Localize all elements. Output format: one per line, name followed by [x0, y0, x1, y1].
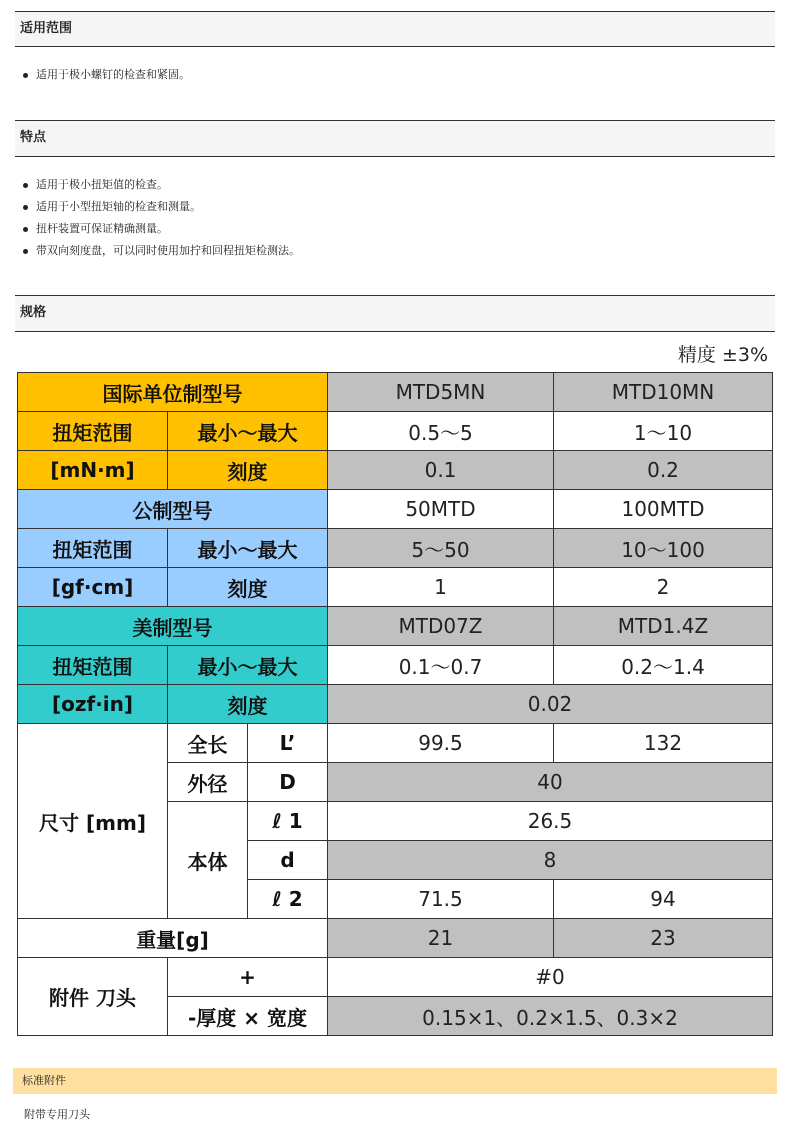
accessory-minus: -厚度 × 宽度 — [168, 997, 328, 1036]
si-grad-2: 0.2 — [554, 451, 773, 490]
list-item: 适用于小型扭矩轴的检查和测量。 — [20, 196, 300, 218]
list-item: 适用于极小螺钉的检查和紧固。 — [20, 64, 190, 86]
scope-list — [20, 64, 190, 86]
section-header-specs — [15, 295, 775, 332]
metric-model-2: 100MTD — [554, 490, 773, 529]
table-row — [18, 529, 773, 568]
dims-outer-dia-sym: D — [248, 763, 328, 802]
si-torque-range: 扭矩范围 — [18, 412, 168, 451]
features-list — [20, 174, 300, 262]
si-range-1: 0.5～5 — [328, 412, 554, 451]
table-row — [18, 958, 773, 997]
dims-d-value: 8 — [328, 841, 773, 880]
dims-l2-2: 94 — [554, 880, 773, 919]
dims-l2-sym: ℓ 2 — [248, 880, 328, 919]
dims-l2-1: 71.5 — [328, 880, 554, 919]
us-graduation: 刻度 — [168, 685, 328, 724]
list-item: 适用于极小扭矩值的检查。 — [20, 174, 300, 196]
section-header-standard — [13, 1068, 777, 1094]
dims-l1-value: 26.5 — [328, 802, 773, 841]
weight-2: 23 — [554, 919, 773, 958]
si-range-2: 1～10 — [554, 412, 773, 451]
accessory-plus-value: #0 — [328, 958, 773, 997]
metric-model-1: 50MTD — [328, 490, 554, 529]
table-row — [18, 568, 773, 607]
weight-1: 21 — [328, 919, 554, 958]
accessory-label: 附件 刀头 — [18, 958, 168, 1036]
si-model-1: MTD5MN — [328, 373, 554, 412]
table-row — [18, 490, 773, 529]
section-header-features — [15, 120, 775, 157]
section-title: 特点 — [20, 130, 47, 145]
table-row — [18, 919, 773, 958]
dims-D-value: 40 — [328, 763, 773, 802]
si-grad-1: 0.1 — [328, 451, 554, 490]
dims-d-sym: d — [248, 841, 328, 880]
list-item: 带双向刻度盘，可以同时使用加拧和回程扭矩检测法。 — [20, 240, 300, 262]
us-unit: [ozf·in] — [18, 685, 168, 724]
si-graduation: 刻度 — [168, 451, 328, 490]
us-model-2: MTD1.4Z — [554, 607, 773, 646]
table-row — [18, 646, 773, 685]
table-row — [18, 724, 773, 763]
dims-L-2: 132 — [554, 724, 773, 763]
list-item: 扭杆装置可保证精确测量。 — [20, 218, 300, 240]
us-label: 美制型号 — [18, 607, 328, 646]
metric-unit: [gf·cm] — [18, 568, 168, 607]
metric-grad-2: 2 — [554, 568, 773, 607]
us-model-1: MTD07Z — [328, 607, 554, 646]
metric-graduation: 刻度 — [168, 568, 328, 607]
metric-torque-range: 扭矩范围 — [18, 529, 168, 568]
metric-label: 公制型号 — [18, 490, 328, 529]
dims-label: 尺寸 [mm] — [18, 724, 168, 919]
si-unit: [mN·m] — [18, 451, 168, 490]
metric-range-2: 10～100 — [554, 529, 773, 568]
dims-l1-sym: ℓ 1 — [248, 802, 328, 841]
section-title: 标准附件 — [22, 1074, 66, 1087]
section-title: 适用范围 — [20, 21, 73, 36]
metric-min-max: 最小～最大 — [168, 529, 328, 568]
spec-table — [17, 372, 773, 1036]
section-header-scope — [15, 11, 775, 47]
si-min-max: 最小～最大 — [168, 412, 328, 451]
table-row — [18, 451, 773, 490]
table-row — [18, 412, 773, 451]
us-range-2: 0.2～1.4 — [554, 646, 773, 685]
section-title: 规格 — [20, 305, 47, 320]
standard-accessory-text: 附带专用刀头 — [24, 1108, 90, 1121]
us-range-1: 0.1～0.7 — [328, 646, 554, 685]
dims-total-length-sym: L’ — [248, 724, 328, 763]
table-row — [18, 607, 773, 646]
table-row — [18, 373, 773, 412]
accuracy-note: 精度 ±3% — [677, 344, 768, 366]
us-torque-range: 扭矩范围 — [18, 646, 168, 685]
dims-body: 本体 — [168, 802, 248, 919]
metric-grad-1: 1 — [328, 568, 554, 607]
dims-outer-dia: 外径 — [168, 763, 248, 802]
accessory-plus: + — [168, 958, 328, 997]
dims-L-1: 99.5 — [328, 724, 554, 763]
table-row — [18, 685, 773, 724]
weight-label: 重量[g] — [18, 919, 328, 958]
metric-range-1: 5～50 — [328, 529, 554, 568]
si-label: 国际单位制型号 — [18, 373, 328, 412]
us-grad-shared: 0.02 — [328, 685, 773, 724]
accessory-minus-value: 0.15×1、0.2×1.5、0.3×2 — [328, 997, 773, 1036]
us-min-max: 最小～最大 — [168, 646, 328, 685]
si-model-2: MTD10MN — [554, 373, 773, 412]
dims-total-length: 全长 — [168, 724, 248, 763]
